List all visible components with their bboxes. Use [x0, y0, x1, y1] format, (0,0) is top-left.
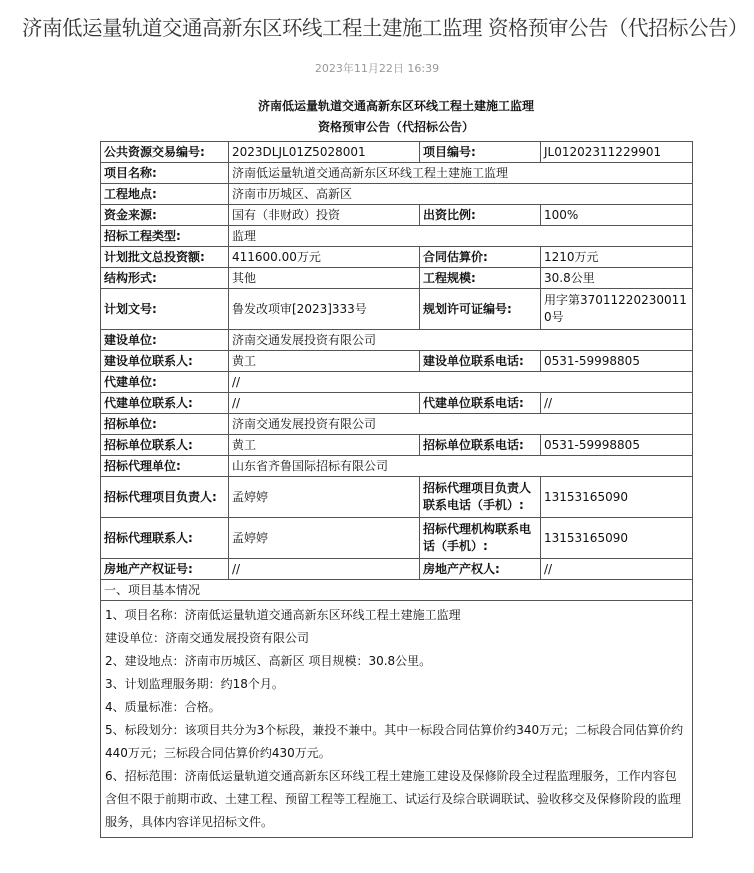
- table-row: [101, 226, 693, 247]
- document-heading-line2: 资格预审公告（代招标公告）: [317, 120, 474, 134]
- table-label: 项目编号:: [420, 142, 541, 163]
- table-value: 国有（非财政）投资: [229, 205, 420, 226]
- table-label: 计划文号:: [101, 289, 229, 330]
- description-line: 6、招标范围：济南低运量轨道交通高新东区环线工程土建施工建设及保修阶段全过程监理服务，工作内容包含但不限于前期市政、土建工程、预留工程等工程施工、试运行及综合联调联试、验收移交及保修阶段的监理服务，具体内容详见招标文件。: [105, 769, 682, 829]
- publish-date: 2023年11月22日 16:39: [314, 62, 440, 75]
- table-row: [101, 163, 693, 184]
- table-label: 合同估算价:: [420, 247, 541, 268]
- table-value: //: [541, 559, 693, 580]
- table-value: 用字第370112202300110号: [541, 289, 693, 330]
- table-value: 411600.00万元: [229, 247, 420, 268]
- table-row: [101, 247, 693, 268]
- info-table: [100, 141, 693, 838]
- table-label: 招标工程类型:: [101, 226, 229, 247]
- table-row: [101, 330, 693, 351]
- table-value: 孟婷婷: [229, 518, 420, 559]
- table-row: [101, 268, 693, 289]
- table-label: 结构形式:: [101, 268, 229, 289]
- announcement-document: [100, 96, 692, 838]
- description-line: 3、计划监理服务期：约18个月。: [105, 677, 284, 691]
- table-label: 代建单位联系电话:: [420, 393, 541, 414]
- table-value: 济南交通发展投资有限公司: [229, 414, 693, 435]
- table-value: //: [541, 393, 693, 414]
- description-line: 建设单位：济南交通发展投资有限公司: [105, 631, 310, 645]
- table-label: 公共资源交易编号:: [101, 142, 229, 163]
- table-label: 招标代理机构联系电话（手机）:: [420, 518, 541, 559]
- table-value: 济南低运量轨道交通高新东区环线工程土建施工监理: [229, 163, 693, 184]
- table-label: 出资比例:: [420, 205, 541, 226]
- table-value: 黄工: [229, 435, 420, 456]
- table-label: 工程地点:: [101, 184, 229, 205]
- table-label: 计划批文总投资额:: [101, 247, 229, 268]
- table-row: [101, 393, 693, 414]
- table-row: [101, 351, 693, 372]
- table-value: 山东省齐鲁国际招标有限公司: [229, 456, 693, 477]
- table-value: 济南市历城区、高新区: [229, 184, 693, 205]
- table-label: 规划许可证编号:: [420, 289, 541, 330]
- table-value: 监理: [229, 226, 693, 247]
- table-row: [101, 414, 693, 435]
- table-value: JL01202311229901: [541, 142, 693, 163]
- table-value: 1210万元: [541, 247, 693, 268]
- table-value: //: [229, 393, 420, 414]
- table-value: //: [229, 559, 420, 580]
- table-row: [101, 184, 693, 205]
- table-label: 建设单位:: [101, 330, 229, 351]
- description-line: 2、建设地点：济南市历城区、高新区 项目规模：30.8公里。: [105, 654, 432, 668]
- table-row: [101, 435, 693, 456]
- table-value: 13153165090: [541, 518, 693, 559]
- table-value: 其他: [229, 268, 420, 289]
- table-label: 招标单位联系人:: [101, 435, 229, 456]
- table-label: 招标代理联系人:: [101, 518, 229, 559]
- document-heading-line1: 济南低运量轨道交通高新东区环线工程土建施工监理: [257, 99, 534, 113]
- table-row: [101, 601, 693, 838]
- description-line: 4、质量标准：合格。: [105, 700, 221, 714]
- table-row: [101, 456, 693, 477]
- table-value: 13153165090: [541, 477, 693, 518]
- table-row: [101, 372, 693, 393]
- description-line: 1、项目名称：济南低运量轨道交通高新东区环线工程土建施工监理: [105, 608, 461, 622]
- table-label: 代建单位联系人:: [101, 393, 229, 414]
- table-value: 济南交通发展投资有限公司: [229, 330, 693, 351]
- table-label: 招标代理项目负责人联系电话（手机）:: [420, 477, 541, 518]
- table-label: 项目名称:: [101, 163, 229, 184]
- table-label: 招标单位:: [101, 414, 229, 435]
- table-value: //: [229, 372, 693, 393]
- section-heading: 一、项目基本情况: [101, 580, 693, 601]
- table-value: 0531-59998805: [541, 351, 693, 372]
- table-label: 建设单位联系人:: [101, 351, 229, 372]
- page-title: 济南低运量轨道交通高新东区环线工程土建施工监理 资格预审公告（代招标公告）: [22, 16, 749, 40]
- table-value: 30.8公里: [541, 268, 693, 289]
- table-row: [101, 205, 693, 226]
- table-label: 招标代理单位:: [101, 456, 229, 477]
- description-line: 5、标段划分：该项目共分为3个标段，兼投不兼中。其中一标段合同估算价约340万元；二标段合同估算价约440万元；三标段合同估算价约430万元。: [105, 723, 684, 760]
- table-value: 0531-59998805: [541, 435, 693, 456]
- table-label: 代建单位:: [101, 372, 229, 393]
- table-row: [101, 518, 693, 559]
- table-row: [101, 477, 693, 518]
- table-row: [101, 142, 693, 163]
- table-value: 鲁发改项审[2023]333号: [229, 289, 420, 330]
- project-description: [101, 601, 693, 838]
- table-value: 2023DLJL01Z5028001: [229, 142, 420, 163]
- table-row: [101, 289, 693, 330]
- table-label: 房地产产权证号:: [101, 559, 229, 580]
- table-value: 100%: [541, 205, 693, 226]
- table-label: 招标单位联系电话:: [420, 435, 541, 456]
- table-row: [101, 580, 693, 601]
- table-label: 房地产产权人:: [420, 559, 541, 580]
- table-value: 孟婷婷: [229, 477, 420, 518]
- table-label: 招标代理项目负责人:: [101, 477, 229, 518]
- table-row: [101, 559, 693, 580]
- table-value: 黄工: [229, 351, 420, 372]
- table-label: 资金来源:: [101, 205, 229, 226]
- table-label: 工程规模:: [420, 268, 541, 289]
- table-label: 建设单位联系电话:: [420, 351, 541, 372]
